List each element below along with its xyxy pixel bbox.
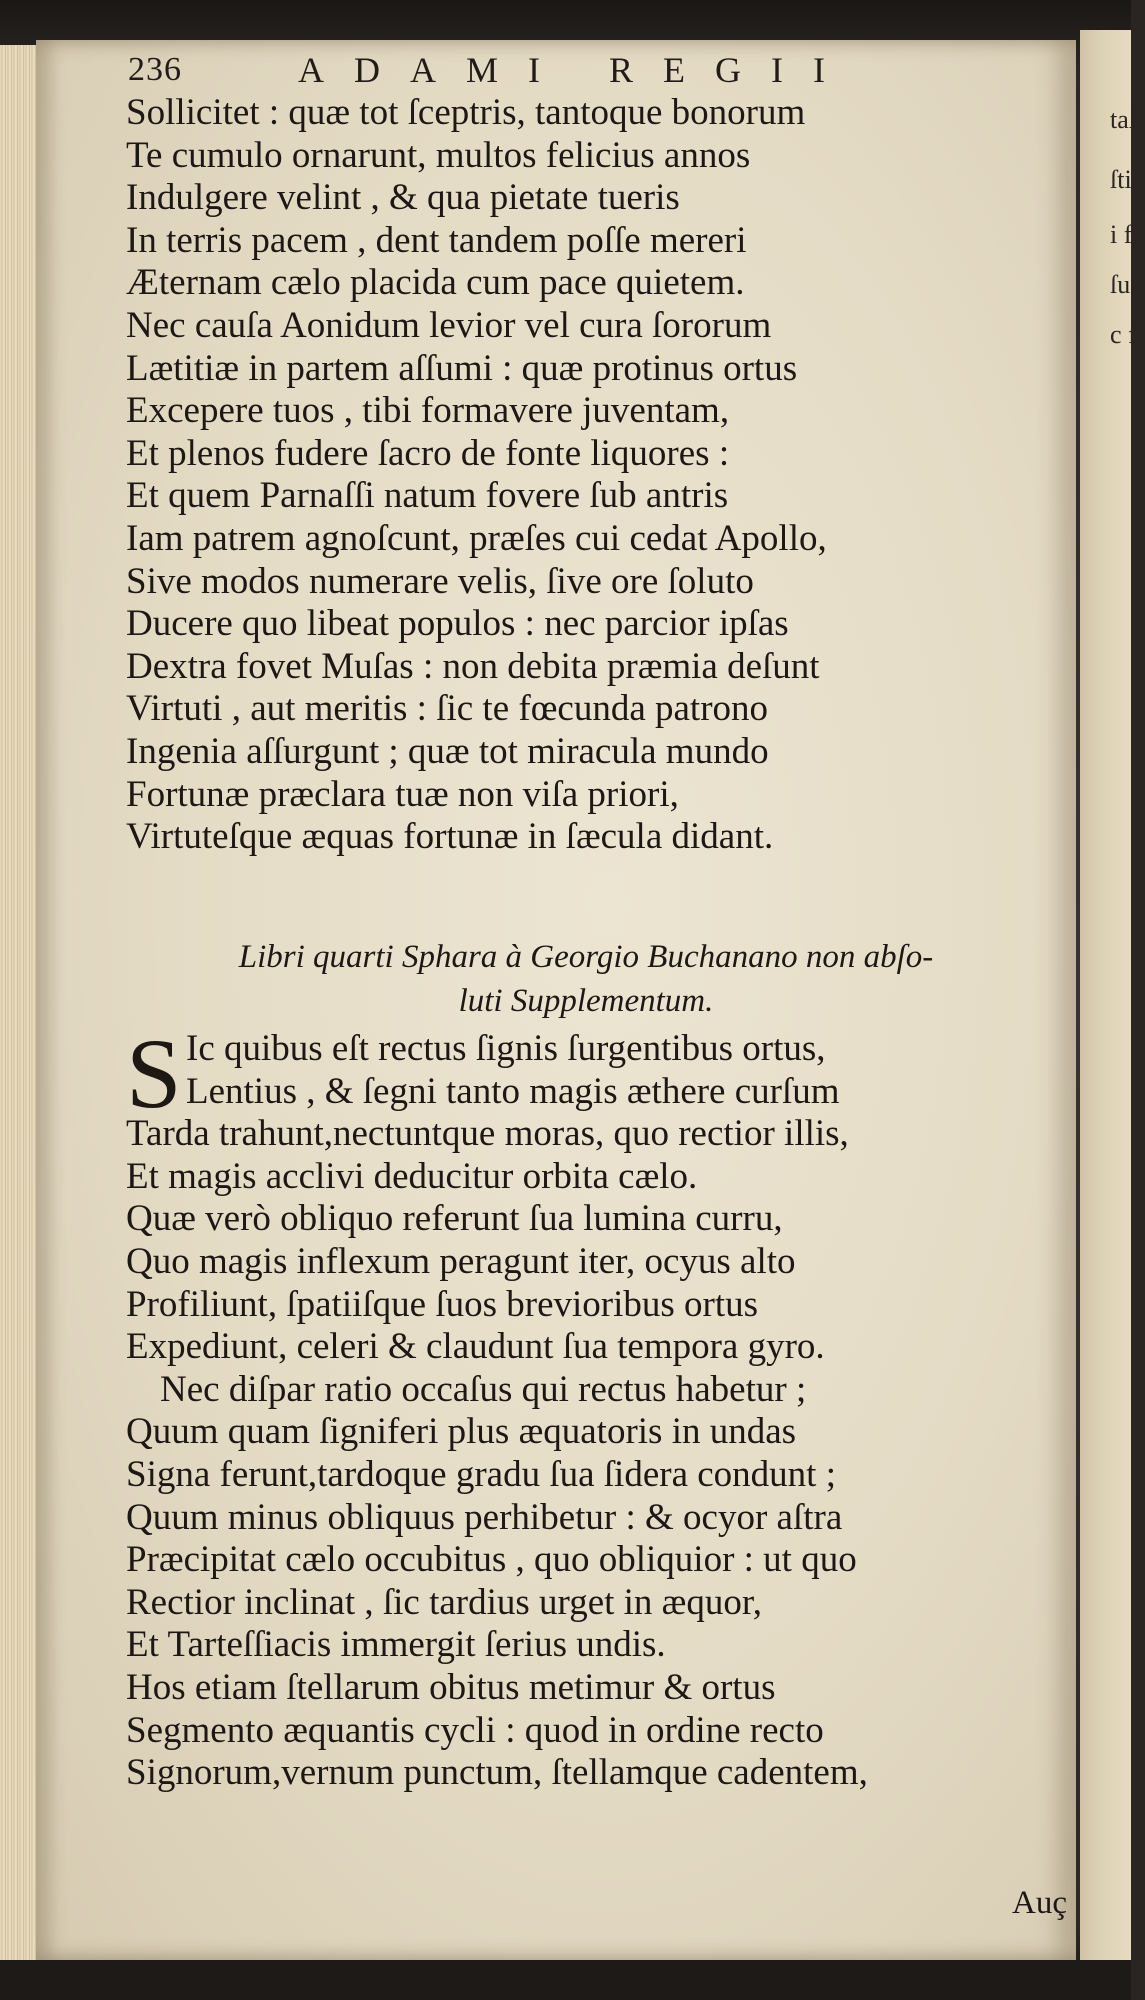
- verse-line: Excepere tuos , tibi formavere juventam,: [126, 390, 730, 432]
- verse-line: Et magis acclivi deducitur orbita cælo.: [126, 1155, 698, 1197]
- facing-page-fragment: i fu: [1110, 220, 1145, 249]
- facing-page-fragment: c fi: [1110, 320, 1144, 349]
- verse-line: Lentius , & ſegni tanto magis æthere curſum: [186, 1070, 840, 1112]
- verse-line: Virtuteſque æquas fortunæ in ſæcula didant.: [126, 816, 774, 858]
- verse-line: In terris pacem , dent tandem poſſe mereri: [126, 219, 747, 261]
- verse-line: Nec diſpar ratio occaſus qui rectus habetur ;: [160, 1368, 807, 1410]
- background-edge: [0, 1960, 1131, 2000]
- page-number: 236: [128, 51, 182, 88]
- verse-line: Te cumulo ornarunt, multos felicius annos: [126, 134, 751, 176]
- verse-line: Et quem Parnaſſi natum fovere ſub antris: [126, 475, 729, 517]
- verse-line: Hos etiam ſtellarum obitus metimur & ortus: [126, 1666, 776, 1708]
- poem-dedication: [126, 92, 1066, 859]
- verse-line: Sollicitet : quæ tot ſceptris, tantoque bonorum: [126, 92, 806, 133]
- verse-line: Tarda trahunt,nectuntque moras, quo rectior illis,: [126, 1113, 849, 1155]
- verse-line: Et Tarteſſiacis immergit ſerius undis.: [126, 1624, 666, 1666]
- section-heading-line: Libri quarti Sphara à Georgio Buchanano non abſo-: [238, 939, 934, 975]
- verse-line: Sive modos numerare velis, ſive ore ſoluto: [126, 560, 754, 602]
- verse-line: Nec cauſa Aonidum levior vel cura ſororum: [126, 304, 772, 346]
- verse-line: Æternam cælo placida cum pace quietem.: [126, 262, 745, 304]
- section-heading-line: luti Supplementum.: [458, 983, 714, 1019]
- facing-page-fragment: ſti: [1110, 165, 1132, 194]
- verse-line: Lætitiæ in partem aſſumi : quæ protinus ortus: [126, 347, 798, 389]
- verse-line: Ic quibus eſt rectus ſignis ſurgentibus ortus,: [186, 1028, 826, 1069]
- verse-line: Quum quam ſigniferi plus æquatoris in undas: [126, 1411, 797, 1453]
- verse-line: Profiliunt, ſpatiiſque ſuos brevioribus ortus: [126, 1283, 759, 1325]
- section-heading: [126, 935, 1046, 1023]
- verse-line: Ingenia aſſurgunt ; quæ tot miracula mundo: [126, 730, 769, 772]
- verse-line: Signorum,vernum punctum, ſtellamque cadentem,: [126, 1752, 868, 1794]
- drop-cap: S: [126, 1018, 182, 1129]
- running-head: ADAMI REGII: [298, 50, 855, 90]
- verse-line: Quum minus obliquus perhibetur : & ocyor aſtra: [126, 1496, 843, 1538]
- verse-line: Signa ferunt,tardoque gradu ſua ſidera condunt ;: [126, 1453, 836, 1495]
- verse-line: Indulgere velint , & qua pietate tueris: [126, 177, 680, 219]
- verse-line: Præcipitat cælo occubitus , quo obliquior : ut quo: [126, 1539, 857, 1581]
- verse-line: Ducere quo libeat populos : nec parcior ipſas: [126, 603, 789, 645]
- facing-page-fragment: ſua: [1110, 270, 1142, 299]
- verse-line: Segmento æquantis cycli : quod in ordine recto: [126, 1709, 824, 1751]
- verse-line: Fortunæ præclara tuæ non viſa priori,: [126, 773, 679, 815]
- verse-line: Quæ verò obliquo referunt ſua lumina curru,: [126, 1198, 783, 1240]
- verse-line: Et plenos fudere ſacro de fonte liquores :: [126, 432, 730, 474]
- verse-line: Quo magis inflexum peragunt iter, ocyus alto: [126, 1240, 796, 1282]
- facing-page-edge: [1080, 30, 1145, 1970]
- verse-line: Dextra fovet Muſas : non debita præmia deſunt: [126, 645, 820, 687]
- verse-line: Rectior inclinat , ſic tardius urget in æquor,: [126, 1581, 762, 1623]
- verse-line: Expediunt, celeri & claudunt ſua tempora gyro.: [126, 1326, 825, 1368]
- verse-line: Iam patrem agnoſcunt, præſes cui cedat Apollo,: [126, 517, 827, 559]
- poem-supplement: [126, 1018, 1066, 1795]
- facing-page-fragment: taſ: [1110, 105, 1136, 134]
- catchword: Auç: [1012, 1885, 1067, 1921]
- verse-line: Virtuti , aut meritis : ſic te fœcunda patrono: [126, 688, 769, 730]
